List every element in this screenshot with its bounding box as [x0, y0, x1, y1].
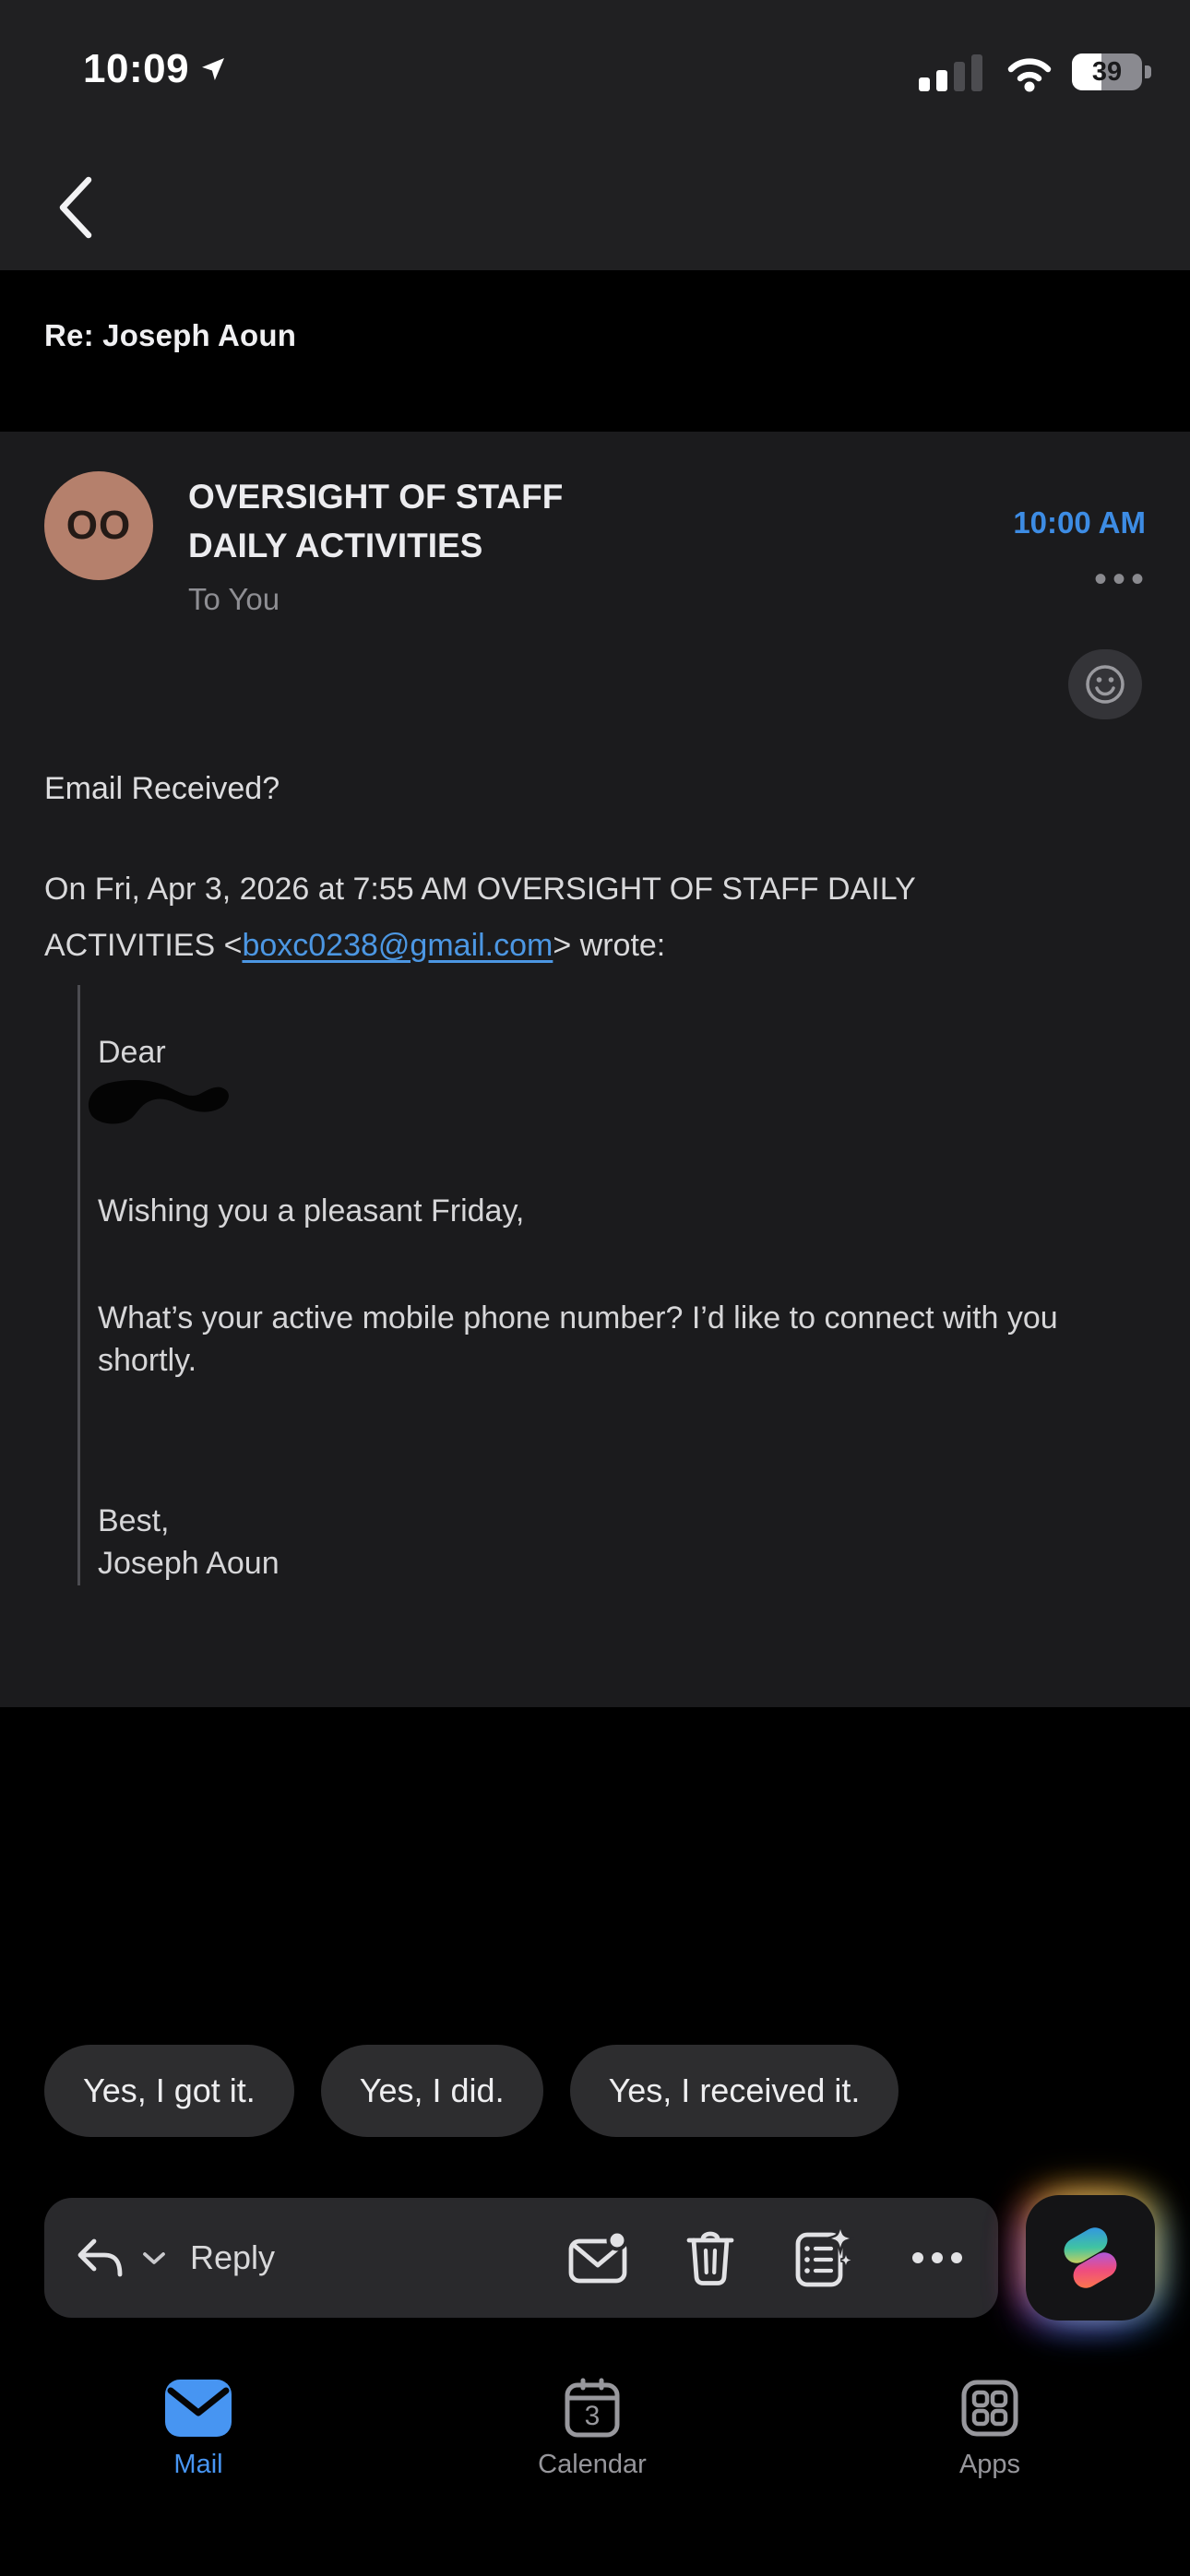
- reply-label: Reply: [190, 2238, 276, 2276]
- avatar-initials: OO: [65, 503, 132, 548]
- status-time: 10:09: [83, 46, 190, 91]
- signal-strength-icon: [919, 52, 987, 92]
- location-arrow-icon: [198, 54, 228, 84]
- delete-button[interactable]: [684, 2228, 736, 2287]
- quoted-message-block: [77, 985, 1144, 1585]
- message-more-button[interactable]: [1094, 561, 1149, 598]
- mail-icon: [164, 2376, 232, 2440]
- top-header: [0, 0, 1190, 270]
- battery-indicator: [1072, 53, 1151, 90]
- ellipsis-icon: [911, 2251, 963, 2264]
- subject-strip: [0, 270, 1190, 432]
- sender-name: OVERSIGHT OF STAFF DAILY ACTIVITIES: [188, 478, 564, 564]
- apps-grid-icon: [961, 2376, 1018, 2440]
- recipient-label: To You: [188, 582, 280, 616]
- suggested-reply-chip[interactable]: Yes, I did.: [321, 2045, 543, 2137]
- ellipsis-icon: •••: [1093, 559, 1149, 599]
- suggested-reply-chip[interactable]: Yes, I received it.: [570, 2045, 899, 2137]
- battery-nub: [1145, 65, 1151, 78]
- trash-icon: [684, 2228, 736, 2287]
- quote-header-pre: On Fri, Apr 3, 2026 at 7:55 AM OVERSIGHT OF STAFF DAILY ACTIVITIES <: [44, 872, 916, 963]
- action-toolbar: [44, 2198, 998, 2318]
- tab-mail[interactable]: [129, 2376, 268, 2480]
- copilot-logo-icon: [1052, 2219, 1129, 2297]
- summarize-button[interactable]: [793, 2227, 854, 2288]
- quoted-salutation: Dear: [98, 1035, 166, 1070]
- reply-arrow-icon: [74, 2237, 124, 2279]
- tab-label: Mail: [173, 2450, 223, 2479]
- quoted-question: What’s your active mobile phone number? I’d like to connect with you shortly.: [98, 1300, 1058, 1378]
- wifi-icon: [1002, 52, 1057, 92]
- tab-label: Apps: [958, 2450, 1021, 2479]
- chevron-down-icon: [142, 2250, 166, 2266]
- toolbar-more-button[interactable]: [911, 2251, 963, 2264]
- toolbar-icons: [568, 2227, 963, 2288]
- tab-calendar[interactable]: [513, 2376, 672, 2480]
- suggested-replies: [44, 2045, 898, 2137]
- smiley-icon: [1083, 662, 1127, 706]
- suggested-reply-chip[interactable]: Yes, I got it.: [44, 2045, 294, 2137]
- tab-label: Calendar: [538, 2450, 647, 2479]
- quoted-closing: Best,: [98, 1503, 170, 1538]
- status-left: [83, 46, 228, 92]
- calendar-badge: 3: [584, 2401, 601, 2431]
- status-right: [919, 52, 1151, 92]
- body-intro-text: Email Received?: [44, 771, 280, 806]
- tab-apps[interactable]: [921, 2376, 1059, 2480]
- reply-button[interactable]: [74, 2237, 275, 2279]
- message-time: 10:00 AM: [1013, 505, 1146, 540]
- emoji-reaction-button[interactable]: [1068, 649, 1142, 719]
- chevron-left-icon: [55, 175, 96, 240]
- envelope-unread-icon: [568, 2231, 627, 2285]
- email-link[interactable]: boxc0238@gmail.com: [242, 928, 553, 963]
- quoted-signature: Joseph Aoun: [98, 1546, 280, 1581]
- calendar-icon: [563, 2376, 622, 2440]
- avatar[interactable]: [44, 471, 153, 580]
- copilot-button[interactable]: [1026, 2195, 1155, 2321]
- summarize-sparkle-icon: [793, 2227, 854, 2288]
- message-card: [0, 432, 1190, 1707]
- battery-percent: 39: [1091, 56, 1123, 87]
- quote-header-post: > wrote:: [553, 928, 666, 963]
- subject-title: Re: Joseph Aoun: [44, 318, 297, 352]
- redaction-scribble: [82, 1074, 262, 1131]
- mark-unread-button[interactable]: [568, 2231, 627, 2285]
- quote-header-line: [44, 861, 1059, 974]
- back-button[interactable]: [48, 172, 103, 243]
- quoted-greeting: Wishing you a pleasant Friday,: [98, 1193, 525, 1229]
